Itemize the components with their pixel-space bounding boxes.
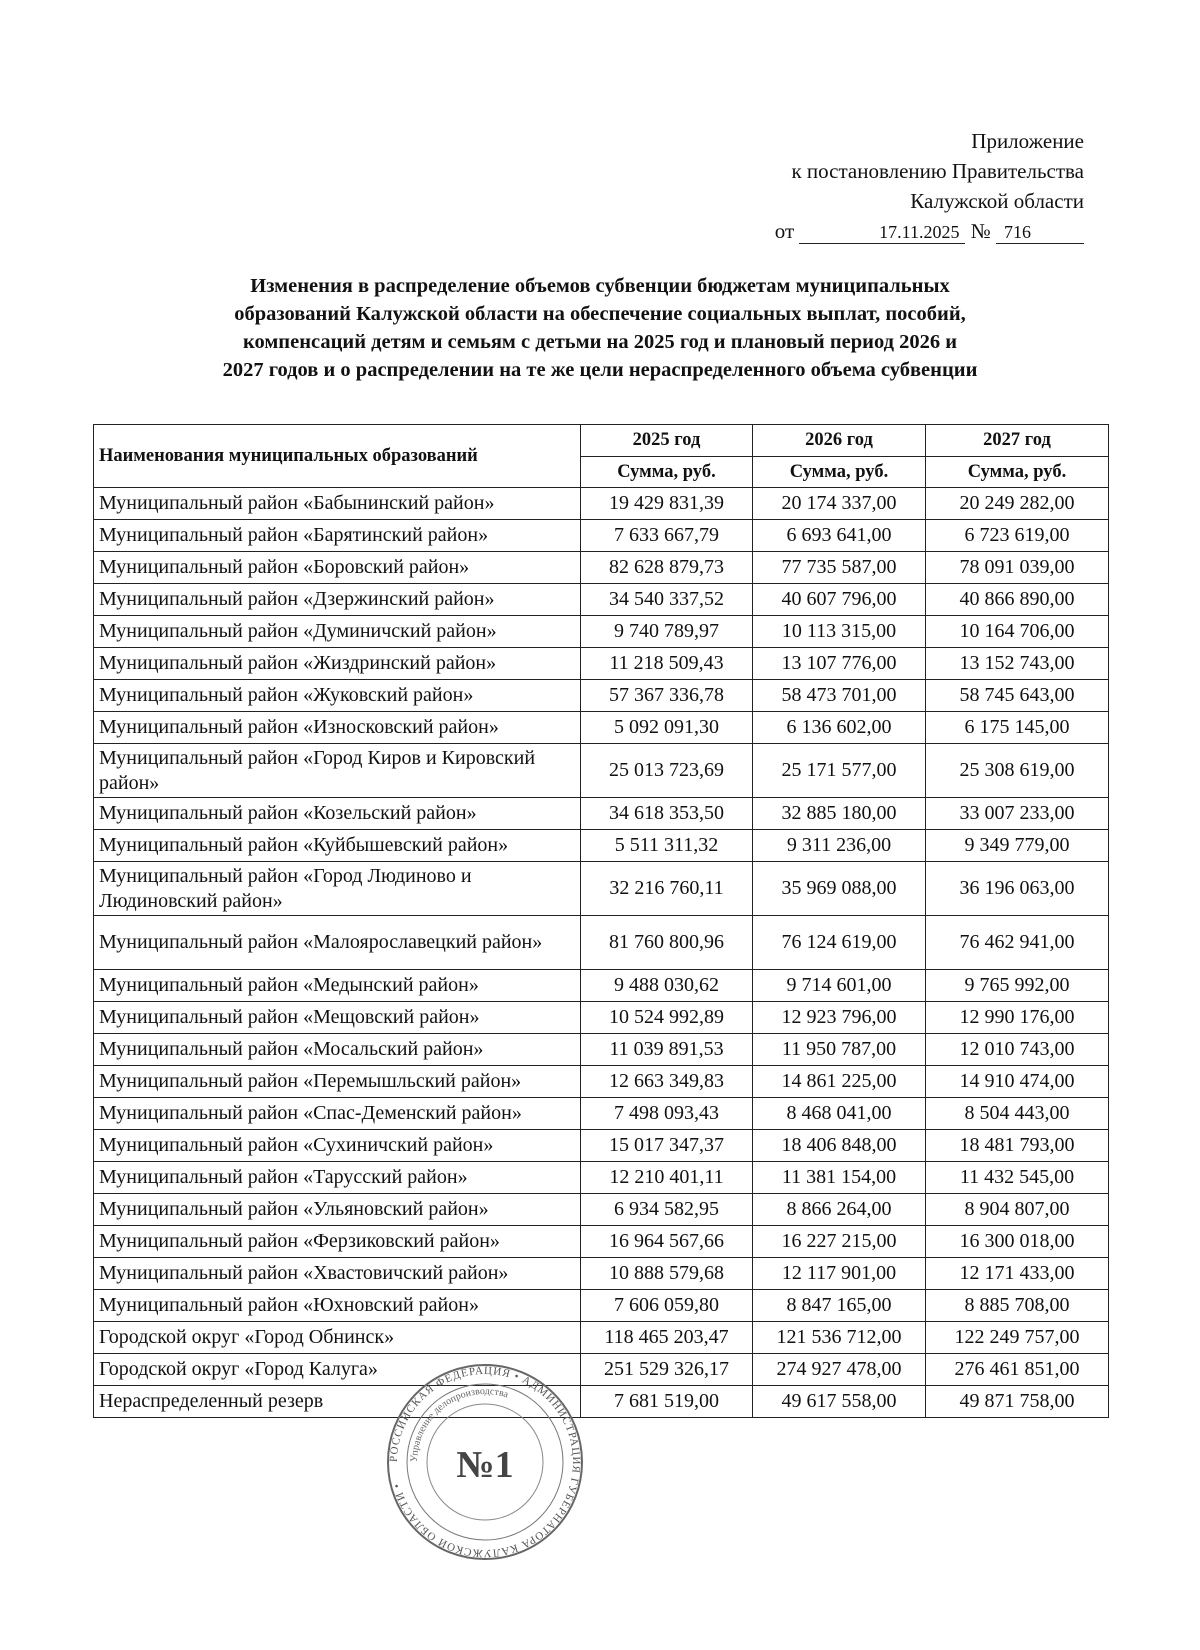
year-header-2027: 2027 год xyxy=(926,425,1109,457)
table-row xyxy=(94,1290,1109,1322)
amount-2027: 13 152 743,00 xyxy=(926,648,1109,680)
amount-2026: 11 950 787,00 xyxy=(753,1034,926,1066)
amount-2025: 5 511 311,32 xyxy=(581,830,753,862)
municipality-name: Муниципальный район «Спас-Деменский район» xyxy=(94,1098,581,1130)
amount-2025: 19 429 831,39 xyxy=(581,488,753,520)
title-line: 2027 годов и о распределении на те же цели нераспределенного объема субвенции xyxy=(222,359,978,381)
title-line: Изменения в распределение объемов субвенции бюджетам муниципальных xyxy=(250,275,950,297)
amount-2026: 12 117 901,00 xyxy=(753,1258,926,1290)
amount-2027: 11 432 545,00 xyxy=(926,1162,1109,1194)
table-row xyxy=(94,970,1109,1002)
amount-2027: 8 904 807,00 xyxy=(926,1194,1109,1226)
municipality-name: Муниципальный район «Город Людиново и Людиновский район» xyxy=(94,862,581,916)
year-header-2026: 2026 год xyxy=(753,425,926,457)
amount-2027: 122 249 757,00 xyxy=(926,1322,1109,1354)
amount-2026: 8 468 041,00 xyxy=(753,1098,926,1130)
municipality-name: Муниципальный район «Перемышльский район» xyxy=(94,1066,581,1098)
amount-2025: 25 013 723,69 xyxy=(581,744,753,798)
amount-2025: 6 934 582,95 xyxy=(581,1194,753,1226)
municipality-name: Муниципальный район «Барятинский район» xyxy=(94,520,581,552)
table-row xyxy=(94,1386,1109,1418)
table-row xyxy=(94,712,1109,744)
amount-2026: 121 536 712,00 xyxy=(753,1322,926,1354)
amount-2025: 32 216 760,11 xyxy=(581,862,753,916)
amount-2027: 12 171 433,00 xyxy=(926,1258,1109,1290)
table-row xyxy=(94,1002,1109,1034)
resolution-number: 716 xyxy=(996,221,1084,244)
amount-2027: 8 885 708,00 xyxy=(926,1290,1109,1322)
amount-2026: 12 923 796,00 xyxy=(753,1002,926,1034)
amount-2026: 6 136 602,00 xyxy=(753,712,926,744)
table-row xyxy=(94,1034,1109,1066)
amount-2026: 16 227 215,00 xyxy=(753,1226,926,1258)
table-row xyxy=(94,798,1109,830)
table-row xyxy=(94,584,1109,616)
amount-2027: 276 461 851,00 xyxy=(926,1354,1109,1386)
amount-2026: 10 113 315,00 xyxy=(753,616,926,648)
amount-2025: 7 681 519,00 xyxy=(581,1386,753,1418)
table-row xyxy=(94,1354,1109,1386)
amount-2027: 20 249 282,00 xyxy=(926,488,1109,520)
amount-2025: 12 663 349,83 xyxy=(581,1066,753,1098)
amount-2027: 9 349 779,00 xyxy=(926,830,1109,862)
table-row xyxy=(94,488,1109,520)
amount-2025: 12 210 401,11 xyxy=(581,1162,753,1194)
amount-2027: 18 481 793,00 xyxy=(926,1130,1109,1162)
table-row xyxy=(94,520,1109,552)
amount-2025: 7 498 093,43 xyxy=(581,1098,753,1130)
amount-2026: 13 107 776,00 xyxy=(753,648,926,680)
amount-2026: 9 311 236,00 xyxy=(753,830,926,862)
official-seal xyxy=(385,1362,585,1562)
resolution-reference: к постановлению Правительства xyxy=(791,159,1084,183)
municipality-name: Муниципальный район «Тарусский район» xyxy=(94,1162,581,1194)
municipality-name: Муниципальный район «Куйбышевский район» xyxy=(94,830,581,862)
number-sign: № xyxy=(970,219,991,243)
amount-2025: 81 760 800,96 xyxy=(581,916,753,970)
table-row xyxy=(94,1066,1109,1098)
amount-2026: 6 693 641,00 xyxy=(753,520,926,552)
amount-2027: 12 990 176,00 xyxy=(926,1002,1109,1034)
table-row xyxy=(94,916,1109,970)
table-row xyxy=(94,1162,1109,1194)
amount-2025: 251 529 326,17 xyxy=(581,1354,753,1386)
amount-2026: 25 171 577,00 xyxy=(753,744,926,798)
svg-text:Управление делопроизводства: Управление делопроизводства xyxy=(408,1385,510,1463)
amount-2025: 7 606 059,80 xyxy=(581,1290,753,1322)
municipality-name: Муниципальный район «Жиздринский район» xyxy=(94,648,581,680)
table-row xyxy=(94,680,1109,712)
amount-2026: 58 473 701,00 xyxy=(753,680,926,712)
sum-header-2025: Сумма, руб. xyxy=(581,457,753,488)
amount-2025: 9 740 789,97 xyxy=(581,616,753,648)
amount-2026: 8 847 165,00 xyxy=(753,1290,926,1322)
amount-2027: 10 164 706,00 xyxy=(926,616,1109,648)
amount-2027: 76 462 941,00 xyxy=(926,916,1109,970)
municipality-name: Муниципальный район «Козельский район» xyxy=(94,798,581,830)
amount-2025: 16 964 567,66 xyxy=(581,1226,753,1258)
amount-2027: 9 765 992,00 xyxy=(926,970,1109,1002)
amount-2026: 18 406 848,00 xyxy=(753,1130,926,1162)
date-prefix: от xyxy=(774,219,795,243)
amount-2025: 34 540 337,52 xyxy=(581,584,753,616)
svg-text:РОССИЙСКАЯ ФЕДЕРАЦИЯ • АДМИНИС: РОССИЙСКАЯ ФЕДЕРАЦИЯ • АДМИНИСТРАЦИЯ ГУБЕРНАТОРА КАЛУЖСКОЙ ОБЛАСТИ • xyxy=(387,1364,583,1560)
amount-2026: 49 617 558,00 xyxy=(753,1386,926,1418)
amount-2025: 10 524 992,89 xyxy=(581,1002,753,1034)
amount-2025: 82 628 879,73 xyxy=(581,552,753,584)
amount-2027: 25 308 619,00 xyxy=(926,744,1109,798)
amount-2027: 6 175 145,00 xyxy=(926,712,1109,744)
region-name: Калужской области xyxy=(910,189,1084,213)
date-number-line xyxy=(775,216,1084,246)
table-row xyxy=(94,648,1109,680)
table-row xyxy=(94,1322,1109,1354)
amount-2027: 33 007 233,00 xyxy=(926,798,1109,830)
municipality-name: Муниципальный район «Ферзиковский район» xyxy=(94,1226,581,1258)
sum-header-2026: Сумма, руб. xyxy=(753,457,926,488)
amount-2025: 7 633 667,79 xyxy=(581,520,753,552)
amount-2027: 12 010 743,00 xyxy=(926,1034,1109,1066)
municipality-name: Муниципальный район «Малоярославецкий район» xyxy=(94,916,581,970)
year-header-2025: 2025 год xyxy=(581,425,753,457)
name-column-header: Наименования муниципальных образований xyxy=(94,425,581,488)
amount-2025: 9 488 030,62 xyxy=(581,970,753,1002)
amount-2026: 20 174 337,00 xyxy=(753,488,926,520)
amount-2025: 57 367 336,78 xyxy=(581,680,753,712)
table-row xyxy=(94,552,1109,584)
municipality-name: Муниципальный район «Мещовский район» xyxy=(94,1002,581,1034)
amount-2026: 274 927 478,00 xyxy=(753,1354,926,1386)
resolution-date: 17.11.2025 xyxy=(799,221,965,244)
amount-2025: 10 888 579,68 xyxy=(581,1258,753,1290)
title-line: образований Калужской области на обеспечение социальных выплат, пособий, xyxy=(234,303,966,325)
table-row xyxy=(94,616,1109,648)
amount-2027: 49 871 758,00 xyxy=(926,1386,1109,1418)
subvention-table xyxy=(93,424,1109,1418)
amount-2026: 77 735 587,00 xyxy=(753,552,926,584)
amount-2027: 58 745 643,00 xyxy=(926,680,1109,712)
amount-2027: 40 866 890,00 xyxy=(926,584,1109,616)
municipality-name: Муниципальный район «Боровский район» xyxy=(94,552,581,584)
svg-text:№1: №1 xyxy=(456,1444,514,1486)
amount-2026: 14 861 225,00 xyxy=(753,1066,926,1098)
municipality-name: Муниципальный район «Хвастовичский район» xyxy=(94,1258,581,1290)
table-row xyxy=(94,830,1109,862)
municipality-name: Муниципальный район «Жуковский район» xyxy=(94,680,581,712)
amount-2026: 8 866 264,00 xyxy=(753,1194,926,1226)
table-row xyxy=(94,1130,1109,1162)
appendix-header xyxy=(775,126,1084,246)
amount-2027: 14 910 474,00 xyxy=(926,1066,1109,1098)
table-row xyxy=(94,1194,1109,1226)
table-row xyxy=(94,862,1109,916)
amount-2027: 6 723 619,00 xyxy=(926,520,1109,552)
amount-2025: 118 465 203,47 xyxy=(581,1322,753,1354)
amount-2025: 11 039 891,53 xyxy=(581,1034,753,1066)
table-row xyxy=(94,744,1109,798)
municipality-name: Муниципальный район «Ульяновский район» xyxy=(94,1194,581,1226)
amount-2026: 32 885 180,00 xyxy=(753,798,926,830)
municipality-name: Городской округ «Город Обнинск» xyxy=(94,1322,581,1354)
municipality-name: Муниципальный район «Износковский район» xyxy=(94,712,581,744)
amount-2025: 15 017 347,37 xyxy=(581,1130,753,1162)
amount-2026: 9 714 601,00 xyxy=(753,970,926,1002)
amount-2026: 76 124 619,00 xyxy=(753,916,926,970)
table-row xyxy=(94,1258,1109,1290)
sum-header-2027: Сумма, руб. xyxy=(926,457,1109,488)
appendix-label: Приложение xyxy=(971,129,1084,153)
amount-2027: 78 091 039,00 xyxy=(926,552,1109,584)
municipality-name: Муниципальный район «Медынский район» xyxy=(94,970,581,1002)
amount-2026: 35 969 088,00 xyxy=(753,862,926,916)
amount-2025: 5 092 091,30 xyxy=(581,712,753,744)
amount-2027: 8 504 443,00 xyxy=(926,1098,1109,1130)
municipality-name: Городской округ «Город Калуга» xyxy=(94,1354,581,1386)
municipality-name: Муниципальный район «Думиничский район» xyxy=(94,616,581,648)
document-title xyxy=(120,272,1080,384)
municipality-name: Нераспределенный резерв xyxy=(94,1386,581,1418)
municipality-name: Муниципальный район «Сухиничский район» xyxy=(94,1130,581,1162)
amount-2027: 36 196 063,00 xyxy=(926,862,1109,916)
amount-2026: 40 607 796,00 xyxy=(753,584,926,616)
title-line: компенсаций детям и семьям с детьми на 2025 год и плановый период 2026 и xyxy=(242,331,958,353)
table-body xyxy=(94,488,1109,1418)
table-row xyxy=(94,1098,1109,1130)
amount-2025: 34 618 353,50 xyxy=(581,798,753,830)
municipality-name: Муниципальный район «Юхновский район» xyxy=(94,1290,581,1322)
municipality-name: Муниципальный район «Бабынинский район» xyxy=(94,488,581,520)
municipality-name: Муниципальный район «Дзержинский район» xyxy=(94,584,581,616)
amount-2027: 16 300 018,00 xyxy=(926,1226,1109,1258)
amount-2026: 11 381 154,00 xyxy=(753,1162,926,1194)
table-row xyxy=(94,1226,1109,1258)
municipality-name: Муниципальный район «Мосальский район» xyxy=(94,1034,581,1066)
amount-2025: 11 218 509,43 xyxy=(581,648,753,680)
municipality-name: Муниципальный район «Город Киров и Кировский район» xyxy=(94,744,581,798)
